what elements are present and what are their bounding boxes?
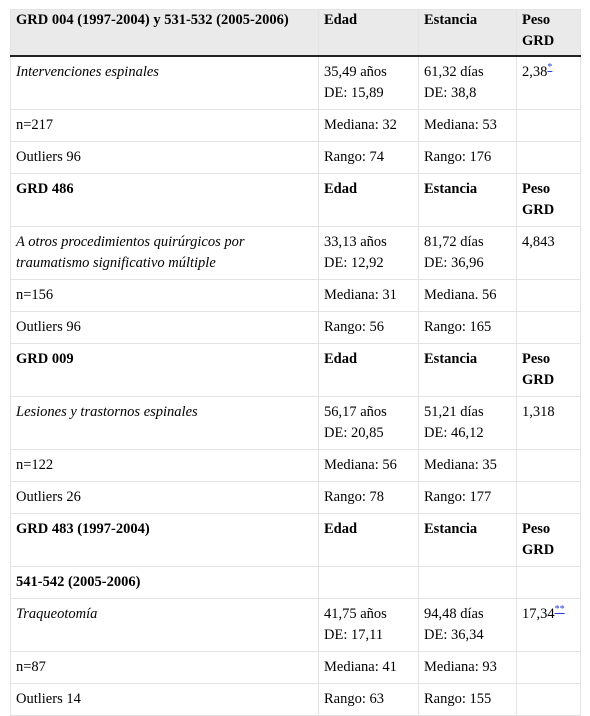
section-title: GRD 009	[11, 344, 319, 397]
n-count: n=122	[11, 450, 319, 482]
header-grd: GRD 004 (1997-2004) y 531-532 (2005-2006)	[11, 10, 319, 57]
header-peso: Peso GRD	[517, 10, 581, 57]
grd-table	[10, 9, 581, 716]
mediana-estancia: Mediana: 35	[419, 450, 517, 482]
procedure-name: A otros procedimientos quirúrgicos por traumatismo significativo múltiple	[11, 227, 319, 280]
empty-cell	[319, 567, 419, 599]
mediana-edad: Mediana: 41	[319, 652, 419, 684]
edad-mean: 33,13 años	[324, 234, 387, 250]
peso-value: 1,318	[522, 404, 555, 420]
edad-cell	[319, 397, 419, 450]
empty-cell	[517, 142, 581, 174]
section-title: GRD 483 (1997-2004)	[11, 514, 319, 567]
table-row	[11, 110, 581, 142]
table-row	[11, 227, 581, 280]
estancia-sd: DE: 46,12	[424, 425, 484, 441]
estancia-sd: DE: 36,34	[424, 627, 484, 643]
procedure-name: Traqueotomía	[11, 599, 319, 652]
mediana-edad: Mediana: 56	[319, 450, 419, 482]
section-estancia-label: Estancia	[419, 344, 517, 397]
footnote-link[interactable]: **	[554, 604, 565, 616]
section-estancia-label: Estancia	[419, 514, 517, 567]
rango-edad: Rango: 74	[319, 142, 419, 174]
table-row	[11, 684, 581, 716]
outliers: Outliers 14	[11, 684, 319, 716]
table-header-row	[11, 10, 581, 57]
mediana-estancia: Mediana. 56	[419, 280, 517, 312]
estancia-cell	[419, 56, 517, 110]
table-row	[11, 280, 581, 312]
footnote-link[interactable]: *	[547, 62, 553, 74]
empty-cell	[517, 482, 581, 514]
section-subtitle: 541-542 (2005-2006)	[11, 567, 319, 599]
mediana-edad: Mediana: 32	[319, 110, 419, 142]
empty-cell	[517, 652, 581, 684]
outliers: Outliers 26	[11, 482, 319, 514]
table-row	[11, 652, 581, 684]
rango-estancia: Rango: 155	[419, 684, 517, 716]
table-row	[11, 482, 581, 514]
edad-cell	[319, 227, 419, 280]
estancia-mean: 51,21 días	[424, 404, 484, 420]
section-peso-label: Peso GRD	[517, 174, 581, 227]
section-title: GRD 486	[11, 174, 319, 227]
outliers: Outliers 96	[11, 312, 319, 344]
empty-cell	[517, 567, 581, 599]
rango-estancia: Rango: 176	[419, 142, 517, 174]
n-count: n=156	[11, 280, 319, 312]
rango-estancia: Rango: 177	[419, 482, 517, 514]
empty-cell	[419, 567, 517, 599]
table-row	[11, 142, 581, 174]
edad-mean: 35,49 años	[324, 64, 387, 80]
n-count: n=87	[11, 652, 319, 684]
peso-cell	[517, 227, 581, 280]
edad-sd: DE: 20,85	[324, 425, 384, 441]
edad-cell	[319, 56, 419, 110]
mediana-estancia: Mediana: 93	[419, 652, 517, 684]
rango-edad: Rango: 78	[319, 482, 419, 514]
peso-value: 17,34	[522, 606, 555, 622]
section-peso-label: Peso GRD	[517, 344, 581, 397]
estancia-cell	[419, 599, 517, 652]
empty-cell	[517, 450, 581, 482]
section-edad-label: Edad	[319, 514, 419, 567]
n-count: n=217	[11, 110, 319, 142]
estancia-sd: DE: 38,8	[424, 85, 477, 101]
table-row	[11, 56, 581, 110]
edad-sd: DE: 17,11	[324, 627, 384, 643]
section-estancia-label: Estancia	[419, 174, 517, 227]
section-edad-label: Edad	[319, 174, 419, 227]
section-title-row	[11, 174, 581, 227]
section-title-row	[11, 344, 581, 397]
rango-edad: Rango: 63	[319, 684, 419, 716]
section-subtitle-row	[11, 567, 581, 599]
peso-cell	[517, 397, 581, 450]
peso-cell	[517, 599, 581, 652]
estancia-mean: 94,48 días	[424, 606, 484, 622]
estancia-mean: 81,72 días	[424, 234, 484, 250]
empty-cell	[517, 110, 581, 142]
header-estancia: Estancia	[419, 10, 517, 57]
section-edad-label: Edad	[319, 344, 419, 397]
procedure-name: Intervenciones espinales	[11, 56, 319, 110]
table-row	[11, 450, 581, 482]
estancia-sd: DE: 36,96	[424, 255, 484, 271]
estancia-cell	[419, 227, 517, 280]
estancia-cell	[419, 397, 517, 450]
peso-value: 2,38	[522, 64, 548, 80]
peso-value: 4,843	[522, 234, 555, 250]
procedure-name: Lesiones y trastornos espinales	[11, 397, 319, 450]
edad-sd: DE: 12,92	[324, 255, 384, 271]
edad-sd: DE: 15,89	[324, 85, 384, 101]
grd-table-container	[10, 9, 580, 716]
table-row	[11, 599, 581, 652]
mediana-estancia: Mediana: 53	[419, 110, 517, 142]
outliers: Outliers 96	[11, 142, 319, 174]
table-row	[11, 397, 581, 450]
mediana-edad: Mediana: 31	[319, 280, 419, 312]
section-peso-label: Peso GRD	[517, 514, 581, 567]
empty-cell	[517, 684, 581, 716]
empty-cell	[517, 312, 581, 344]
rango-edad: Rango: 56	[319, 312, 419, 344]
estancia-mean: 61,32 días	[424, 64, 484, 80]
rango-estancia: Rango: 165	[419, 312, 517, 344]
peso-cell	[517, 56, 581, 110]
table-row	[11, 312, 581, 344]
section-title-row	[11, 514, 581, 567]
header-edad: Edad	[319, 10, 419, 57]
edad-mean: 56,17 años	[324, 404, 387, 420]
edad-cell	[319, 599, 419, 652]
empty-cell	[517, 280, 581, 312]
edad-mean: 41,75 años	[324, 606, 387, 622]
